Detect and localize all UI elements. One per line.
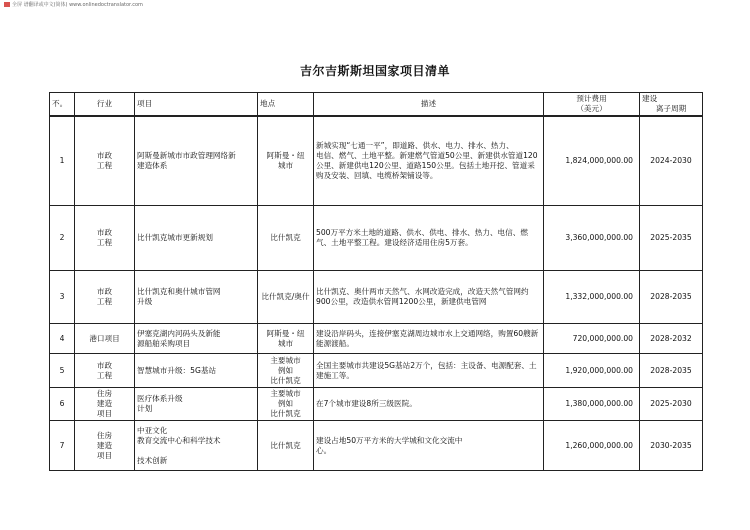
location-cell-line: 城市 xyxy=(277,338,294,348)
row-number xyxy=(50,354,75,388)
location-cell-line: 主要城市 xyxy=(270,389,301,399)
cost-cell xyxy=(544,116,640,206)
description-cell-line: 比什凯克、奥什两市天然气、水网改造完成，改造天然气管网约900公里，改造供水管网1200公里，新建供电管网 xyxy=(316,287,529,307)
project-name-cell-line: 升级 xyxy=(137,297,153,307)
description-cell-line: 新城实现“七通一平”，即道路、供水、电力、排水、热力、 xyxy=(316,141,514,151)
row-number-line: 2 xyxy=(59,233,65,243)
cost-cell-line: 1,380,000,000.00 xyxy=(565,399,633,409)
period-cell xyxy=(640,271,703,324)
cost-cell xyxy=(544,388,640,421)
project-name-cell-line: 技术创新 xyxy=(137,455,168,465)
project-name-cell-line: 建造体系 xyxy=(137,160,168,170)
location-cell xyxy=(258,206,314,271)
industry-cell xyxy=(75,271,135,324)
table-row xyxy=(50,324,703,354)
cost-cell xyxy=(544,324,640,354)
description-cell-line: 全国主要城市共建设5G基站2万个，包括：主设备、电源配套、土建施工等。 xyxy=(316,360,537,380)
cost-cell-line: 1,920,000,000.00 xyxy=(565,365,633,375)
industry-cell xyxy=(75,388,135,421)
cost-cell-line: 720,000,000.00 xyxy=(572,333,633,343)
description-cell xyxy=(314,354,544,388)
project-name-cell-line: 计划 xyxy=(137,404,153,414)
header-cost xyxy=(544,93,640,116)
project-name-cell-line: 伊塞克湖内河码头及新能 xyxy=(137,328,221,338)
industry-cell-line: 住房 xyxy=(96,389,113,399)
industry-cell-line: 建造 xyxy=(96,440,113,450)
project-name-cell xyxy=(135,271,258,324)
industry-cell-line: 项目 xyxy=(96,409,113,419)
location-cell xyxy=(258,354,314,388)
translator-logo-icon xyxy=(4,2,10,7)
location-cell-line: 城市 xyxy=(277,160,294,170)
industry-cell-line: 市政 xyxy=(96,360,113,370)
row-number xyxy=(50,421,75,471)
period-cell xyxy=(640,116,703,206)
location-cell-line: 主要城市 xyxy=(270,355,301,365)
description-cell-line: 心。 xyxy=(316,445,332,455)
industry-cell-line: 工程 xyxy=(96,370,113,380)
table-row xyxy=(50,421,703,471)
watermark-text: 全屏 谱翻译或中文(简体) www.onlinedoctranslator.com xyxy=(12,2,143,8)
period-cell-line: 2024-2030 xyxy=(650,156,692,166)
description-cell xyxy=(314,206,544,271)
project-name-cell-line: 比什凯克和奥什城市管网 xyxy=(137,287,221,297)
location-cell xyxy=(258,421,314,471)
cost-cell xyxy=(544,271,640,324)
industry-cell-line: 工程 xyxy=(96,160,113,170)
project-name-cell xyxy=(135,354,258,388)
industry-cell-line: 工程 xyxy=(96,238,113,248)
project-name-cell-line: 医疗体系升级 xyxy=(137,394,183,404)
description-cell xyxy=(314,116,544,206)
project-name-cell xyxy=(135,116,258,206)
description-cell xyxy=(314,324,544,354)
description-cell-line: 在7个城市建设8所三级医院。 xyxy=(316,399,417,409)
period-cell xyxy=(640,388,703,421)
location-cell xyxy=(258,324,314,354)
header-industry: 行业 xyxy=(75,93,135,116)
header-no: 不。 xyxy=(50,93,75,116)
header-project: 项目 xyxy=(135,93,258,116)
project-name-cell-line: 智慧城市升级：5G基站 xyxy=(137,365,217,375)
description-cell xyxy=(314,388,544,421)
project-name-cell-line: 教育交流中心和科学技术 xyxy=(137,435,221,445)
row-number xyxy=(50,206,75,271)
description-cell-line: 建设占地50万平方米的大学城和文化交流中 xyxy=(316,435,463,445)
description-cell-line: 500万平方米土地的道路、供水、供电、排水、热力、电信、燃气、土地平整工程。建设经济适用住房5万套。 xyxy=(316,228,528,248)
industry-cell xyxy=(75,324,135,354)
project-name-cell xyxy=(135,206,258,271)
cost-cell xyxy=(544,354,640,388)
project-name-cell xyxy=(135,421,258,471)
location-cell-line: 阿斯曼・纽 xyxy=(266,328,305,338)
row-number xyxy=(50,116,75,206)
location-cell-line: 例如 xyxy=(277,399,294,409)
description-cell-line: 电信、燃气、土地平整。新建燃气管道50公里、新建供水管道120公里、新建供电120公里、道路150公里。包括土地开挖、管道采购及安装、回填、电缆桥架铺设等。 xyxy=(316,151,538,180)
table-header-row xyxy=(50,93,703,116)
row-number-line: 4 xyxy=(59,333,65,343)
project-name-cell-line: 源船舶采购项目 xyxy=(137,338,191,348)
header-period-line2: 离子周期 xyxy=(655,103,687,113)
period-cell-line: 2028-2032 xyxy=(650,333,692,343)
location-cell-line: 比什凯克 xyxy=(270,440,301,450)
industry-cell xyxy=(75,116,135,206)
location-cell-line: 比什凯克 xyxy=(270,409,301,419)
row-number xyxy=(50,324,75,354)
project-name-cell xyxy=(135,324,258,354)
header-cost-line2: （美元） xyxy=(576,103,607,113)
period-cell xyxy=(640,354,703,388)
table-row xyxy=(50,116,703,206)
cost-cell-line: 1,260,000,000.00 xyxy=(565,440,633,450)
description-cell-line: 建设沿岸码头，连接伊塞克湖周边城市水上交通网络，购置60艘新能源渡船。 xyxy=(316,328,539,348)
period-cell-line: 2030-2035 xyxy=(650,440,692,450)
project-name-cell-line: 比什凯克城市更新规划 xyxy=(137,233,213,243)
location-cell-line: 比什凯克 xyxy=(270,233,301,243)
cost-cell-line: 1,824,000,000.00 xyxy=(565,156,633,166)
row-number-line: 6 xyxy=(59,399,65,409)
industry-cell xyxy=(75,354,135,388)
header-location: 地点 xyxy=(258,93,314,116)
cost-cell xyxy=(544,421,640,471)
industry-cell xyxy=(75,421,135,471)
row-number-line: 1 xyxy=(59,156,65,166)
period-cell xyxy=(640,421,703,471)
row-number-line: 7 xyxy=(59,440,65,450)
location-cell xyxy=(258,388,314,421)
industry-cell-line: 建造 xyxy=(96,399,113,409)
industry-cell-line: 港口项目 xyxy=(89,333,120,343)
row-number xyxy=(50,271,75,324)
period-cell xyxy=(640,206,703,271)
industry-cell-line: 工程 xyxy=(96,297,113,307)
page-title: 吉尔吉斯斯坦国家项目清单 xyxy=(299,64,450,78)
header-period-line1: 建设 xyxy=(642,94,658,103)
industry-cell xyxy=(75,206,135,271)
period-cell xyxy=(640,324,703,354)
period-cell-line: 2028-2035 xyxy=(650,292,692,302)
cost-cell xyxy=(544,206,640,271)
industry-cell-line: 市政 xyxy=(96,151,113,161)
cost-cell-line: 1,332,000,000.00 xyxy=(565,292,633,302)
header-cost-line1: 预计费用 xyxy=(576,94,607,103)
project-name-cell xyxy=(135,388,258,421)
period-cell-line: 2025-2030 xyxy=(650,399,692,409)
description-cell xyxy=(314,271,544,324)
period-cell-line: 2025-2035 xyxy=(650,233,692,243)
project-name-cell-line: 中亚文化 xyxy=(137,426,168,435)
location-cell-line: 比什凯克 xyxy=(270,375,301,385)
location-cell-line: 阿斯曼・纽 xyxy=(266,151,305,161)
header-period xyxy=(640,93,703,116)
table-row xyxy=(50,271,703,324)
project-name-cell-line: 阿斯曼新城市市政管理网络新 xyxy=(137,151,236,161)
cost-cell-line: 3,360,000,000.00 xyxy=(565,233,633,243)
table-row xyxy=(50,354,703,388)
location-cell xyxy=(258,116,314,206)
description-cell xyxy=(314,421,544,471)
table-row xyxy=(50,206,703,271)
project-name-cell-line xyxy=(137,446,255,456)
industry-cell-line: 住房 xyxy=(96,430,113,440)
industry-cell-line: 项目 xyxy=(96,450,113,460)
period-cell-line: 2028-2035 xyxy=(650,365,692,375)
location-cell-line: 比什凯克/奥什 xyxy=(261,292,310,302)
row-number-line: 5 xyxy=(59,365,65,375)
watermark xyxy=(4,1,143,8)
header-description: 描述 xyxy=(314,93,544,116)
location-cell-line: 例如 xyxy=(277,365,294,375)
industry-cell-line: 市政 xyxy=(96,228,113,238)
row-number xyxy=(50,388,75,421)
table-row xyxy=(50,388,703,421)
location-cell xyxy=(258,271,314,324)
row-number-line: 3 xyxy=(59,292,65,302)
industry-cell-line: 市政 xyxy=(96,287,113,297)
project-table xyxy=(49,92,703,471)
